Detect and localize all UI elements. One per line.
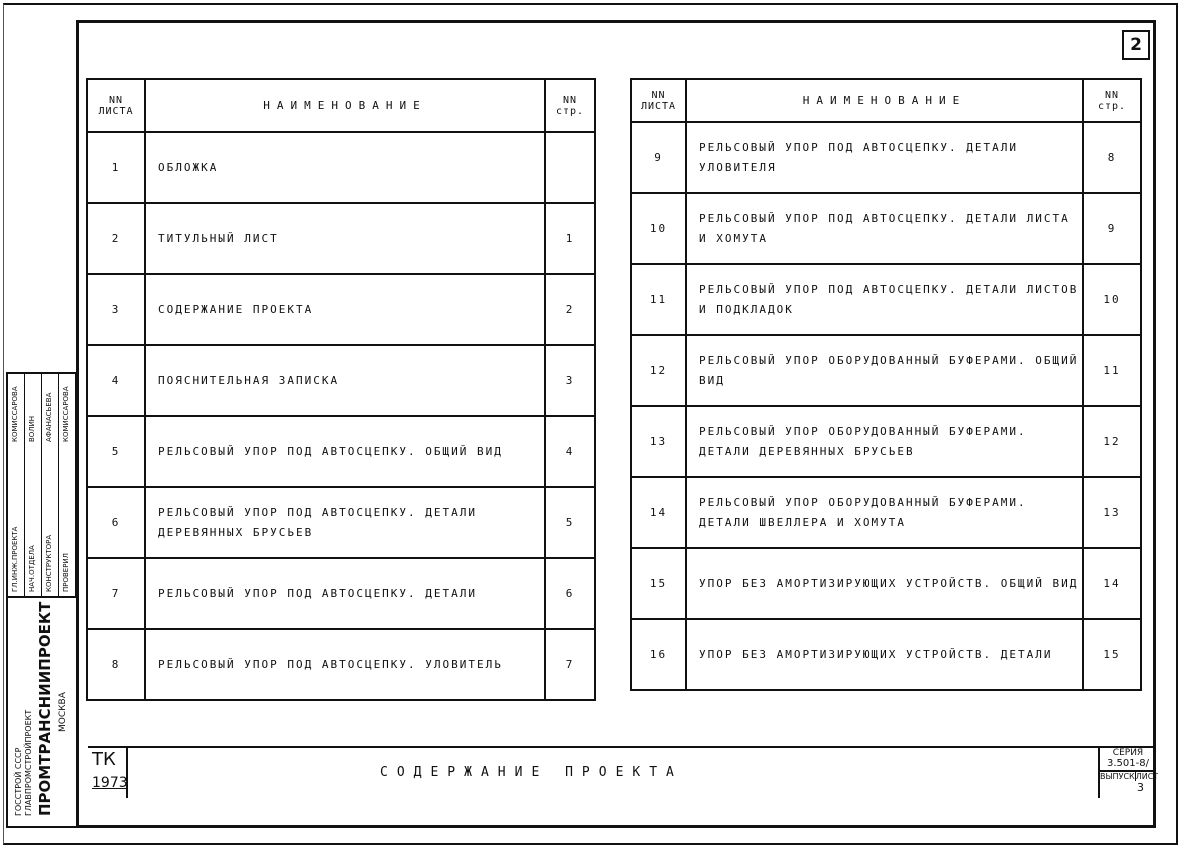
signature-name: ВОЛИН <box>28 415 36 442</box>
sheet-number: 7 <box>87 558 145 629</box>
sheet-title: УПОР БЕЗ АМОРТИЗИРУЮЩИХ УСТРОЙСТВ. ДЕТАЛИ <box>686 619 1083 690</box>
sheet-title: РЕЛЬСОВЫЙ УПОР ОБОРУДОВАННЫЙ БУФЕРАМИ. ДЕТАЛИ ШВЕЛЛЕРА И ХОМУТА <box>686 477 1083 548</box>
header-page-no: NN стр. <box>545 79 595 132</box>
table-row <box>631 264 1141 335</box>
sheet-number: 14 <box>631 477 686 548</box>
signature-name: КОМИССАРОВА <box>62 386 70 442</box>
page-number-cell: 7 <box>545 629 595 700</box>
table-row <box>87 487 595 558</box>
page-number-cell: 8 <box>1083 122 1141 193</box>
series-label: СЕРИЯ <box>1112 748 1144 758</box>
sheet-title: РЕЛЬСОВЫЙ УПОР ОБОРУДОВАННЫЙ БУФЕРАМИ. ДЕТАЛИ ДЕРЕВЯННЫХ БРУСЬЕВ <box>686 406 1083 477</box>
page-number-cell: 5 <box>545 487 595 558</box>
sheet-title: РЕЛЬСОВЫЙ УПОР ОБОРУДОВАННЫЙ БУФЕРАМИ. ОБЩИЙ ВИД <box>686 335 1083 406</box>
sheet-value: 3 <box>1137 781 1144 794</box>
org-city: МОСКВА <box>58 692 68 732</box>
signature-column <box>25 372 42 598</box>
organization-strip <box>6 372 76 828</box>
header-sheet-no: NN ЛИСТА <box>631 79 686 122</box>
org-line1: ГОССТРОЙ СССР <box>14 747 23 816</box>
sheet-number: 11 <box>631 264 686 335</box>
page-number-cell: 14 <box>1083 548 1141 619</box>
sheet-number: 8 <box>87 629 145 700</box>
signature-name: АФАНАСЬЕВА <box>45 392 53 442</box>
org-line2: ГЛАВПРОМСТРОЙПРОЕКТ <box>24 709 33 816</box>
page-number-cell: 2 <box>545 274 595 345</box>
sheet-title: ОБЛОЖКА <box>145 132 545 203</box>
page-number-cell: 10 <box>1083 264 1141 335</box>
header-page-no: NN стр. <box>1083 79 1141 122</box>
page-number-cell: 4 <box>545 416 595 487</box>
issue-label: ВЫПУСК <box>1100 772 1135 781</box>
sheet-title: РЕЛЬСОВЫЙ УПОР ПОД АВТОСЦЕПКУ. ДЕТАЛИ <box>145 558 545 629</box>
org-name: ПРОМТРАНСНИИПРОЕКТ <box>36 601 54 816</box>
signature-role: КОНСТРУКТОРА <box>45 534 53 592</box>
contents-table-right <box>630 78 1142 691</box>
sheet-number: 10 <box>631 193 686 264</box>
page-number-cell: 12 <box>1083 406 1141 477</box>
sheet-title: РЕЛЬСОВЫЙ УПОР ПОД АВТОСЦЕПКУ. УЛОВИТЕЛЬ <box>145 629 545 700</box>
table-row <box>87 132 595 203</box>
sheet-title: ТИТУЛЬНЫЙ ЛИСТ <box>145 203 545 274</box>
doc-year: 1973 <box>92 775 128 791</box>
sheet-number: 9 <box>631 122 686 193</box>
table-row <box>87 274 595 345</box>
sheet-number: 5 <box>87 416 145 487</box>
table-row <box>631 193 1141 264</box>
table-row <box>631 335 1141 406</box>
table-row <box>87 629 595 700</box>
table-header <box>631 79 1141 122</box>
sheet-number: 16 <box>631 619 686 690</box>
sheet-label: ЛИСТ <box>1135 772 1159 781</box>
signature-column <box>59 372 76 598</box>
table-row <box>631 548 1141 619</box>
page-number-cell: 3 <box>545 345 595 416</box>
table-row <box>87 558 595 629</box>
header-sheet-no: NN ЛИСТА <box>87 79 145 132</box>
page-number-cell: 6 <box>545 558 595 629</box>
table-row <box>87 345 595 416</box>
table-row <box>87 203 595 274</box>
series-value: 3.501-8/ <box>1100 758 1156 772</box>
page-number-cell <box>545 132 595 203</box>
sheet-number: 1 <box>87 132 145 203</box>
page-number-cell: 15 <box>1083 619 1141 690</box>
sheet-title: УПОР БЕЗ АМОРТИЗИРУЮЩИХ УСТРОЙСТВ. ОБЩИЙ ВИД <box>686 548 1083 619</box>
sheet-title: СОДЕРЖАНИЕ ПРОЕКТА <box>145 274 545 345</box>
sheet-number: 12 <box>631 335 686 406</box>
signature-column <box>42 372 59 598</box>
sheet-title: РЕЛЬСОВЫЙ УПОР ПОД АВТОСЦЕПКУ. ДЕТАЛИ ДЕРЕВЯННЫХ БРУСЬЕВ <box>145 487 545 558</box>
sheet-number: 4 <box>87 345 145 416</box>
sheet-title: РЕЛЬСОВЫЙ УПОР ПОД АВТОСЦЕПКУ. ОБЩИЙ ВИД <box>145 416 545 487</box>
sheet-number: 15 <box>631 548 686 619</box>
doc-code: ТК <box>92 749 116 770</box>
document-title: СОДЕРЖАНИЕ ПРОЕКТА <box>380 765 683 780</box>
table-row <box>631 619 1141 690</box>
page-number-cell: 1 <box>545 203 595 274</box>
sheet-title: РЕЛЬСОВЫЙ УПОР ПОД АВТОСЦЕПКУ. ДЕТАЛИ ЛИСТОВ И ПОДКЛАДОК <box>686 264 1083 335</box>
sheet-number: 6 <box>87 487 145 558</box>
page-number-cell: 13 <box>1083 477 1141 548</box>
sheet-title: РЕЛЬСОВЫЙ УПОР ПОД АВТОСЦЕПКУ. ДЕТАЛИ УЛОВИТЕЛЯ <box>686 122 1083 193</box>
signature-role: НАЧ.ОТДЕЛА <box>28 545 36 592</box>
contents-table-left <box>86 78 596 701</box>
header-name: НАИМЕНОВАНИЕ <box>686 79 1083 122</box>
sheet-title: РЕЛЬСОВЫЙ УПОР ПОД АВТОСЦЕПКУ. ДЕТАЛИ ЛИСТА И ХОМУТА <box>686 193 1083 264</box>
page-number-cell: 9 <box>1083 193 1141 264</box>
sheet-number: 2 <box>87 203 145 274</box>
signature-name: КОМИССАРОВА <box>11 386 19 442</box>
table-row <box>631 406 1141 477</box>
table-row <box>631 122 1141 193</box>
sheet-number: 3 <box>87 274 145 345</box>
table-row <box>631 477 1141 548</box>
table-row <box>87 416 595 487</box>
table-header <box>87 79 595 132</box>
series-box <box>1098 746 1159 798</box>
sheet-number: 13 <box>631 406 686 477</box>
page-number: 2 <box>1122 30 1150 60</box>
sheet-title: ПОЯСНИТЕЛЬНАЯ ЗАПИСКА <box>145 345 545 416</box>
signature-role: ГЛ.ИНЖ.ПРОЕКТА <box>11 526 19 592</box>
signature-role: ПРОВЕРИЛ <box>62 553 70 592</box>
signature-column <box>8 372 25 598</box>
header-name: НАИМЕНОВАНИЕ <box>145 79 545 132</box>
page-number-cell: 11 <box>1083 335 1141 406</box>
